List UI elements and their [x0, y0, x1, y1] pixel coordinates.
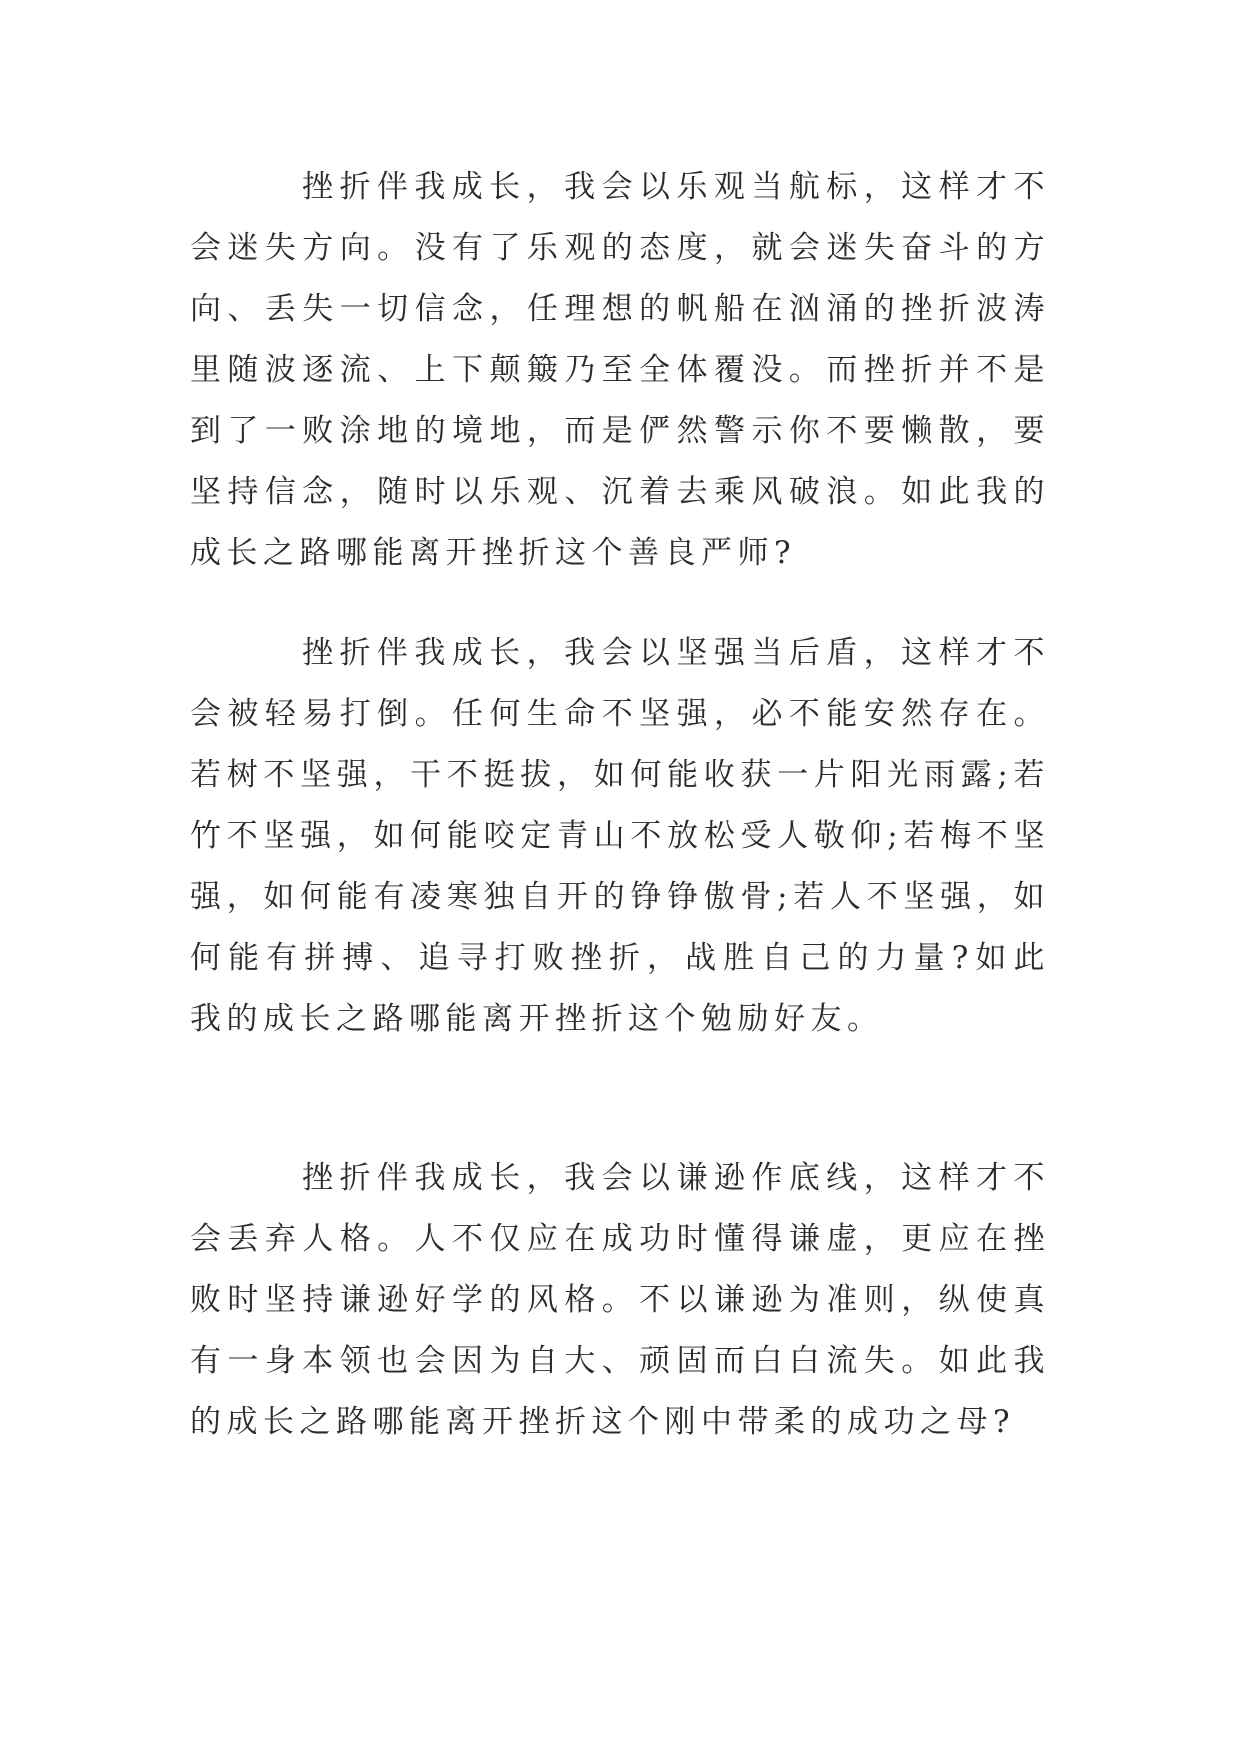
paragraph-humility: 挫折伴我成长，我会以谦逊作底线，这样才不会丢弃人格。人不仅应在成功时懂得谦虚，更应在挫败时坚持谦逊好学的风格。不以谦逊为准则，纵使真有一身本领也会因为自大、顽固而白白流失。如此我的成长之路哪能离开挫折这个刚中带柔的成功之母? — [190, 1160, 1050, 1440]
paragraph-strength: 挫折伴我成长，我会以坚强当后盾，这样才不会被轻易打倒。任何生命不坚强，必不能安然存在。若树不坚强，干不挺拔，如何能收获一片阳光雨露;若竹不坚强，如何能咬定青山不放松受人敬仰;若梅不坚强，如何能有凌寒独自开的铮铮傲骨;若人不坚强，如何能有拼搏、追寻打败挫折，战胜自己的力量?如此我的成长之路哪能离开挫折这个勉励好友。 — [190, 635, 1050, 1037]
paragraph-optimism: 挫折伴我成长，我会以乐观当航标，这样才不会迷失方向。没有了乐观的态度，就会迷失奋斗的方向、丢失一切信念，任理想的帆船在汹涌的挫折波涛里随波逐流、上下颠簸乃至全体覆没。而挫折并不是到了一败涂地的境地，而是俨然警示你不要懒散，要坚持信念，随时以乐观、沉着去乘风破浪。如此我的成长之路哪能离开挫折这个善良严师? — [190, 169, 1050, 571]
